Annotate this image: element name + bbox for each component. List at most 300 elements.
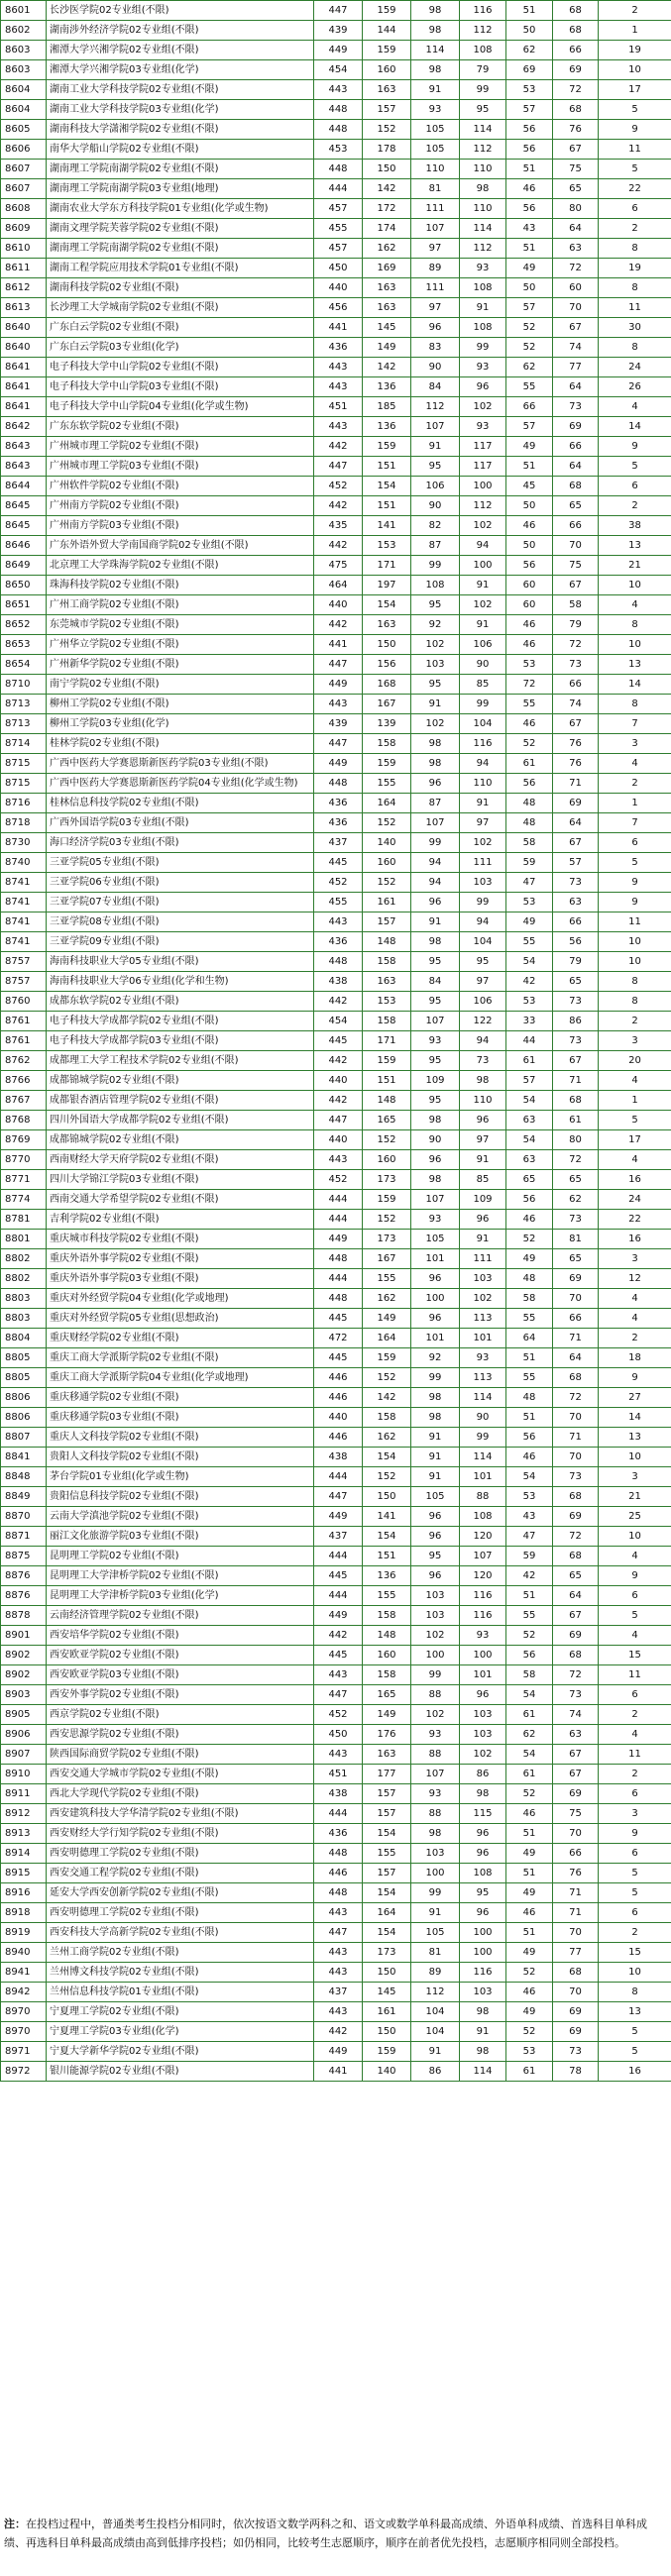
cell-first-subject: 56 (506, 774, 553, 794)
cell-total-score: 447 (314, 1, 363, 21)
cell-chinese-math: 154 (363, 1883, 411, 1903)
table-row (1, 1507, 671, 1527)
cell-chinese-or-math-max: 108 (411, 576, 460, 595)
cell-second-subject-max: 73 (553, 992, 599, 1012)
cell-chinese-math: 140 (363, 2062, 411, 2082)
table-row (1, 1348, 671, 1368)
cell-second-subject-max: 79 (553, 615, 599, 635)
cell-foreign-language: 96 (460, 1844, 506, 1864)
cell-first-subject: 51 (506, 1824, 553, 1844)
table-row (1, 338, 671, 358)
cell-group-name: 海南科技职业大学06专业组(化学和生物) (47, 972, 314, 992)
cell-group-name: 西安明德理工学院02专业组(不限) (47, 1844, 314, 1864)
cell-foreign-language: 114 (460, 120, 506, 140)
cell-second-subject-max: 64 (553, 457, 599, 477)
cell-second-subject-max: 73 (553, 1031, 599, 1051)
table-row (1, 496, 671, 516)
cell-volunteer-order: 4 (599, 1309, 671, 1329)
table-row (1, 1428, 671, 1448)
cell-foreign-language: 96 (460, 1824, 506, 1844)
cell-second-subject-max: 65 (553, 179, 599, 199)
cell-chinese-or-math-max: 87 (411, 536, 460, 556)
cell-total-score: 443 (314, 695, 363, 714)
cell-total-score: 442 (314, 1626, 363, 1646)
cell-foreign-language: 111 (460, 1249, 506, 1269)
cell-volunteer-order: 14 (599, 675, 671, 695)
cell-group-name: 西安欧亚学院03专业组(不限) (47, 1665, 314, 1685)
cell-volunteer-order: 27 (599, 1388, 671, 1408)
cell-chinese-or-math-max: 102 (411, 1705, 460, 1725)
table-row (1, 1150, 671, 1170)
cell-volunteer-order: 5 (599, 2022, 671, 2042)
cell-volunteer-order: 16 (599, 1170, 671, 1190)
cell-chinese-math: 156 (363, 655, 411, 675)
cell-volunteer-order: 4 (599, 1071, 671, 1091)
cell-school-code: 8875 (1, 1547, 47, 1566)
cell-volunteer-order: 8 (599, 239, 671, 259)
cell-group-name: 重庆城市科技学院02专业组(不限) (47, 1230, 314, 1249)
cell-volunteer-order: 6 (599, 477, 671, 496)
cell-foreign-language: 103 (460, 1725, 506, 1745)
cell-second-subject-max: 73 (553, 397, 599, 417)
cell-first-subject: 69 (506, 60, 553, 80)
cell-chinese-math: 174 (363, 219, 411, 239)
cell-volunteer-order: 9 (599, 1368, 671, 1388)
cell-school-code: 8613 (1, 298, 47, 318)
cell-chinese-math: 154 (363, 1824, 411, 1844)
cell-chinese-or-math-max: 98 (411, 1170, 460, 1190)
cell-first-subject: 54 (506, 1745, 553, 1765)
cell-chinese-or-math-max: 98 (411, 60, 460, 80)
cell-school-code: 8643 (1, 437, 47, 457)
cell-chinese-or-math-max: 89 (411, 259, 460, 278)
cell-group-name: 成都锦城学院02专业组(不限) (47, 1130, 314, 1150)
cell-total-score: 449 (314, 1230, 363, 1249)
cell-total-score: 445 (314, 1309, 363, 1329)
cell-second-subject-max: 64 (553, 1586, 599, 1606)
table-row (1, 1586, 671, 1606)
cell-school-code: 8849 (1, 1487, 47, 1507)
cell-total-score: 453 (314, 140, 363, 160)
cell-chinese-or-math-max: 100 (411, 1864, 460, 1883)
cell-second-subject-max: 86 (553, 1012, 599, 1031)
cell-chinese-or-math-max: 99 (411, 1883, 460, 1903)
cell-foreign-language: 104 (460, 714, 506, 734)
cell-chinese-or-math-max: 91 (411, 1448, 460, 1467)
cell-volunteer-order: 10 (599, 60, 671, 80)
cell-total-score: 457 (314, 239, 363, 259)
table-row (1, 417, 671, 437)
cell-first-subject: 54 (506, 1130, 553, 1150)
cell-total-score: 436 (314, 932, 363, 952)
cell-foreign-language: 98 (460, 179, 506, 199)
cell-second-subject-max: 67 (553, 714, 599, 734)
cell-volunteer-order: 3 (599, 1249, 671, 1269)
cell-second-subject-max: 68 (553, 1646, 599, 1665)
cell-group-name: 柳州工学院02专业组(不限) (47, 695, 314, 714)
cell-group-name: 西安外事学院02专业组(不限) (47, 1685, 314, 1705)
cell-school-code: 8918 (1, 1903, 47, 1923)
cell-chinese-math: 185 (363, 397, 411, 417)
cell-total-score: 444 (314, 1269, 363, 1289)
table-row (1, 100, 671, 120)
cell-first-subject: 42 (506, 1566, 553, 1586)
cell-school-code: 8760 (1, 992, 47, 1012)
cell-volunteer-order: 5 (599, 457, 671, 477)
cell-foreign-language: 100 (460, 556, 506, 576)
cell-chinese-math: 154 (363, 595, 411, 615)
cell-foreign-language: 110 (460, 160, 506, 179)
cell-chinese-or-math-max: 94 (411, 853, 460, 873)
cell-total-score: 442 (314, 615, 363, 635)
cell-second-subject-max: 68 (553, 1, 599, 21)
cell-group-name: 成都东软学院02专业组(不限) (47, 992, 314, 1012)
cell-second-subject-max: 71 (553, 1071, 599, 1091)
cell-school-code: 8602 (1, 21, 47, 41)
cell-second-subject-max: 71 (553, 1883, 599, 1903)
cell-second-subject-max: 66 (553, 41, 599, 60)
cell-school-code: 8805 (1, 1348, 47, 1368)
cell-foreign-language: 116 (460, 1586, 506, 1606)
cell-school-code: 8653 (1, 635, 47, 655)
cell-group-name: 西安财经大学行知学院02专业组(不限) (47, 1824, 314, 1844)
cell-foreign-language: 98 (460, 1071, 506, 1091)
table-row (1, 675, 671, 695)
cell-volunteer-order: 3 (599, 1804, 671, 1824)
cell-volunteer-order: 5 (599, 160, 671, 179)
cell-volunteer-order: 14 (599, 417, 671, 437)
cell-first-subject: 57 (506, 1071, 553, 1091)
cell-chinese-math: 145 (363, 1983, 411, 2002)
cell-chinese-math: 141 (363, 1507, 411, 1527)
cell-total-score: 449 (314, 2042, 363, 2062)
table-row (1, 298, 671, 318)
table-row (1, 992, 671, 1012)
cell-volunteer-order: 11 (599, 140, 671, 160)
table-row (1, 1864, 671, 1883)
table-row (1, 794, 671, 813)
cell-total-score: 442 (314, 992, 363, 1012)
cell-group-name: 丽江文化旅游学院03专业组(不限) (47, 1527, 314, 1547)
cell-total-score: 442 (314, 536, 363, 556)
cell-total-score: 449 (314, 754, 363, 774)
cell-chinese-or-math-max: 99 (411, 1665, 460, 1685)
cell-foreign-language: 116 (460, 734, 506, 754)
table-row (1, 853, 671, 873)
cell-group-name: 广西中医药大学赛恩斯新医药学院04专业组(化学或生物) (47, 774, 314, 794)
cell-chinese-or-math-max: 102 (411, 1626, 460, 1646)
table-row (1, 80, 671, 100)
cell-chinese-or-math-max: 105 (411, 1923, 460, 1943)
cell-total-score: 443 (314, 358, 363, 377)
cell-first-subject: 55 (506, 1368, 553, 1388)
table-row (1, 1626, 671, 1646)
cell-group-name: 三亚学院09专业组(不限) (47, 932, 314, 952)
table-row (1, 1111, 671, 1130)
cell-total-score: 447 (314, 1923, 363, 1943)
cell-group-name: 宁夏理工学院02专业组(不限) (47, 2002, 314, 2022)
cell-second-subject-max: 70 (553, 1923, 599, 1943)
table-row (1, 695, 671, 714)
cell-foreign-language: 100 (460, 477, 506, 496)
cell-total-score: 455 (314, 219, 363, 239)
cell-school-code: 8642 (1, 417, 47, 437)
cell-first-subject: 55 (506, 377, 553, 397)
cell-group-name: 珠海科技学院02专业组(不限) (47, 576, 314, 595)
cell-foreign-language: 116 (460, 1963, 506, 1983)
cell-chinese-or-math-max: 93 (411, 1784, 460, 1804)
cell-chinese-math: 154 (363, 477, 411, 496)
cell-foreign-language: 91 (460, 615, 506, 635)
table-row (1, 21, 671, 41)
cell-chinese-math: 152 (363, 1368, 411, 1388)
cell-foreign-language: 100 (460, 1923, 506, 1943)
cell-first-subject: 46 (506, 1983, 553, 2002)
cell-chinese-math: 152 (363, 1130, 411, 1150)
cell-second-subject-max: 71 (553, 774, 599, 794)
cell-second-subject-max: 72 (553, 1388, 599, 1408)
cell-chinese-math: 173 (363, 1943, 411, 1963)
cell-school-code: 8848 (1, 1467, 47, 1487)
cell-volunteer-order: 5 (599, 853, 671, 873)
cell-foreign-language: 103 (460, 873, 506, 893)
cell-school-code: 8781 (1, 1210, 47, 1230)
cell-first-subject: 51 (506, 1348, 553, 1368)
table-row (1, 1705, 671, 1725)
cell-group-name: 吉利学院02专业组(不限) (47, 1210, 314, 1230)
cell-second-subject-max: 67 (553, 1051, 599, 1071)
cell-first-subject: 56 (506, 1646, 553, 1665)
cell-first-subject: 55 (506, 1606, 553, 1626)
cell-foreign-language: 99 (460, 893, 506, 912)
cell-volunteer-order: 4 (599, 1289, 671, 1309)
cell-volunteer-order: 6 (599, 833, 671, 853)
cell-chinese-math: 151 (363, 1547, 411, 1566)
cell-second-subject-max: 81 (553, 1230, 599, 1249)
cell-foreign-language: 114 (460, 219, 506, 239)
cell-volunteer-order: 8 (599, 992, 671, 1012)
cell-school-code: 8611 (1, 259, 47, 278)
cell-total-score: 442 (314, 2022, 363, 2042)
cell-chinese-or-math-max: 107 (411, 219, 460, 239)
cell-second-subject-max: 70 (553, 536, 599, 556)
cell-chinese-math: 148 (363, 932, 411, 952)
cell-first-subject: 46 (506, 1210, 553, 1230)
cell-second-subject-max: 70 (553, 1983, 599, 2002)
cell-second-subject-max: 73 (553, 1467, 599, 1487)
cell-group-name: 兰州信息科技学院01专业组(不限) (47, 1983, 314, 2002)
cell-group-name: 电子科技大学成都学院03专业组(不限) (47, 1031, 314, 1051)
cell-volunteer-order: 4 (599, 1725, 671, 1745)
cell-group-name: 重庆外语外事学院03专业组(不限) (47, 1269, 314, 1289)
cell-foreign-language: 113 (460, 1309, 506, 1329)
cell-volunteer-order: 5 (599, 1606, 671, 1626)
cell-volunteer-order: 2 (599, 774, 671, 794)
cell-group-name: 广州软件学院02专业组(不限) (47, 477, 314, 496)
cell-foreign-language: 120 (460, 1566, 506, 1586)
cell-chinese-math: 149 (363, 1705, 411, 1725)
cell-school-code: 8740 (1, 853, 47, 873)
cell-group-name: 昆明理工学院02专业组(不限) (47, 1547, 314, 1566)
cell-school-code: 8607 (1, 160, 47, 179)
cell-foreign-language: 93 (460, 358, 506, 377)
cell-first-subject: 42 (506, 972, 553, 992)
cell-group-name: 湖南工业大学科技学院03专业组(化学) (47, 100, 314, 120)
cell-second-subject-max: 68 (553, 1368, 599, 1388)
cell-school-code: 8770 (1, 1150, 47, 1170)
cell-chinese-or-math-max: 93 (411, 1725, 460, 1745)
cell-second-subject-max: 70 (553, 1289, 599, 1309)
cell-volunteer-order: 7 (599, 813, 671, 833)
table-row (1, 1190, 671, 1210)
cell-chinese-math: 142 (363, 358, 411, 377)
cell-school-code: 8902 (1, 1646, 47, 1665)
cell-foreign-language: 120 (460, 1527, 506, 1547)
cell-foreign-language: 110 (460, 1091, 506, 1111)
cell-second-subject-max: 75 (553, 1804, 599, 1824)
cell-total-score: 451 (314, 397, 363, 417)
cell-first-subject: 47 (506, 873, 553, 893)
cell-foreign-language: 91 (460, 298, 506, 318)
cell-total-score: 445 (314, 1348, 363, 1368)
cell-volunteer-order: 25 (599, 1507, 671, 1527)
cell-chinese-math: 150 (363, 1487, 411, 1507)
cell-chinese-math: 159 (363, 41, 411, 60)
cell-second-subject-max: 74 (553, 695, 599, 714)
cell-foreign-language: 107 (460, 1547, 506, 1566)
cell-total-score: 443 (314, 1903, 363, 1923)
cell-total-score: 445 (314, 1031, 363, 1051)
cell-school-code: 8914 (1, 1844, 47, 1864)
cell-group-name: 成都理工大学工程技术学院02专业组(不限) (47, 1051, 314, 1071)
cell-second-subject-max: 66 (553, 1844, 599, 1864)
table-row (1, 1091, 671, 1111)
cell-second-subject-max: 65 (553, 972, 599, 992)
table-row (1, 1943, 671, 1963)
cell-chinese-or-math-max: 90 (411, 358, 460, 377)
cell-total-score: 454 (314, 1012, 363, 1031)
cell-chinese-math: 150 (363, 635, 411, 655)
cell-foreign-language: 100 (460, 1943, 506, 1963)
cell-school-code: 8913 (1, 1824, 47, 1844)
table-row (1, 932, 671, 952)
cell-chinese-math: 159 (363, 1190, 411, 1210)
cell-chinese-or-math-max: 91 (411, 912, 460, 932)
cell-first-subject: 60 (506, 595, 553, 615)
cell-second-subject-max: 80 (553, 1130, 599, 1150)
cell-total-score: 443 (314, 417, 363, 437)
cell-chinese-or-math-max: 91 (411, 2042, 460, 2062)
table-row (1, 1408, 671, 1428)
cell-group-name: 成都银杏酒店管理学院02专业组(不限) (47, 1091, 314, 1111)
cell-chinese-math: 164 (363, 1903, 411, 1923)
cell-second-subject-max: 64 (553, 813, 599, 833)
cell-first-subject: 49 (506, 2002, 553, 2022)
cell-first-subject: 46 (506, 615, 553, 635)
cell-total-score: 443 (314, 377, 363, 397)
cell-volunteer-order: 2 (599, 219, 671, 239)
table-row (1, 120, 671, 140)
cell-school-code: 8911 (1, 1784, 47, 1804)
cell-foreign-language: 94 (460, 1031, 506, 1051)
cell-school-code: 8645 (1, 496, 47, 516)
cell-first-subject: 53 (506, 992, 553, 1012)
cell-first-subject: 49 (506, 1249, 553, 1269)
cell-chinese-or-math-max: 96 (411, 893, 460, 912)
cell-total-score: 437 (314, 833, 363, 853)
cell-second-subject-max: 68 (553, 1091, 599, 1111)
cell-volunteer-order: 4 (599, 1626, 671, 1646)
cell-school-code: 8741 (1, 893, 47, 912)
cell-chinese-math: 173 (363, 1230, 411, 1249)
cell-chinese-math: 157 (363, 1804, 411, 1824)
cell-first-subject: 48 (506, 1388, 553, 1408)
table-row (1, 833, 671, 853)
cell-second-subject-max: 67 (553, 1765, 599, 1784)
cell-school-code: 8710 (1, 675, 47, 695)
cell-second-subject-max: 71 (553, 1329, 599, 1348)
cell-school-code: 8771 (1, 1170, 47, 1190)
cell-chinese-or-math-max: 103 (411, 1586, 460, 1606)
cell-school-code: 8805 (1, 1368, 47, 1388)
cell-chinese-math: 140 (363, 833, 411, 853)
cell-chinese-math: 162 (363, 1289, 411, 1309)
cell-chinese-or-math-max: 100 (411, 1289, 460, 1309)
cell-foreign-language: 103 (460, 1983, 506, 2002)
cell-chinese-or-math-max: 98 (411, 1111, 460, 1130)
cell-volunteer-order: 8 (599, 972, 671, 992)
cell-total-score: 447 (314, 734, 363, 754)
cell-second-subject-max: 63 (553, 1725, 599, 1745)
cell-second-subject-max: 73 (553, 1210, 599, 1230)
cell-total-score: 436 (314, 794, 363, 813)
cell-second-subject-max: 76 (553, 1864, 599, 1883)
cell-foreign-language: 99 (460, 338, 506, 358)
cell-foreign-language: 94 (460, 912, 506, 932)
cell-chinese-math: 136 (363, 1566, 411, 1586)
cell-foreign-language: 114 (460, 1448, 506, 1467)
cell-volunteer-order: 21 (599, 556, 671, 576)
cell-foreign-language: 112 (460, 239, 506, 259)
table-row (1, 1309, 671, 1329)
cell-chinese-math: 161 (363, 2002, 411, 2022)
table-row (1, 1685, 671, 1705)
cell-first-subject: 50 (506, 21, 553, 41)
table-row (1, 1031, 671, 1051)
cell-total-score: 452 (314, 477, 363, 496)
cell-first-subject: 61 (506, 1705, 553, 1725)
table-row (1, 952, 671, 972)
cell-group-name: 贵阳信息科技学院02专业组(不限) (47, 1487, 314, 1507)
cell-total-score: 447 (314, 1685, 363, 1705)
cell-chinese-or-math-max: 107 (411, 813, 460, 833)
cell-total-score: 448 (314, 1249, 363, 1269)
cell-chinese-math: 144 (363, 21, 411, 41)
cell-volunteer-order: 6 (599, 1586, 671, 1606)
cell-chinese-or-math-max: 102 (411, 714, 460, 734)
cell-chinese-or-math-max: 105 (411, 120, 460, 140)
cell-school-code: 8806 (1, 1408, 47, 1428)
cell-foreign-language: 110 (460, 199, 506, 219)
cell-chinese-or-math-max: 91 (411, 80, 460, 100)
cell-total-score: 447 (314, 655, 363, 675)
cell-school-code: 8767 (1, 1091, 47, 1111)
cell-chinese-math: 158 (363, 1408, 411, 1428)
cell-volunteer-order: 17 (599, 1130, 671, 1150)
cell-chinese-math: 157 (363, 100, 411, 120)
cell-total-score: 448 (314, 774, 363, 794)
cell-first-subject: 53 (506, 80, 553, 100)
